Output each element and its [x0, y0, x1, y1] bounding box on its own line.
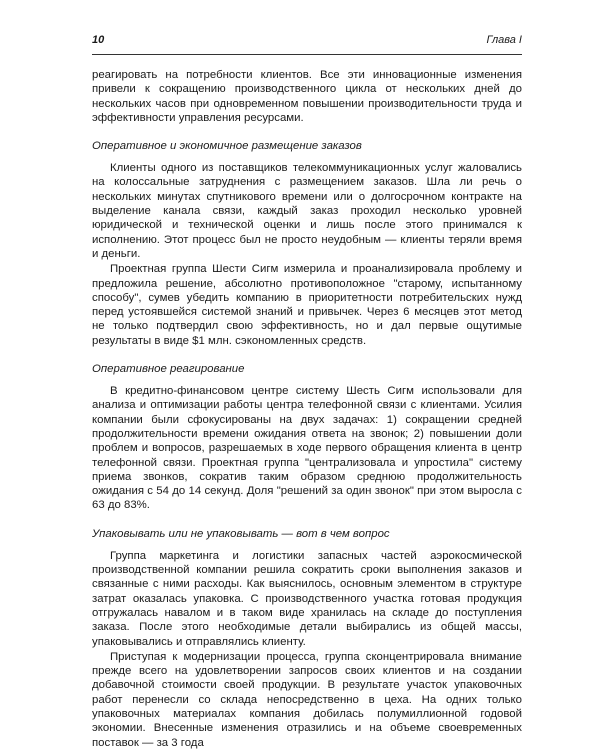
section-heading: Оперативное реагирование: [92, 363, 245, 376]
section-quick-response: [92, 362, 522, 513]
paragraph: Клиенты одного из поставщиков телекоммуникационных услуг жаловались на колоссальные затруднения с размещением заказов. Шла ли речь о нескольких минутах спутникового времени или о долгосрочном контракте на выделение канала связи, каждый заказ проходил несколько уровней юридической и технической оценки и лишь после этого принимался к исполнению. Этот процесс был не просто неудобным — клиенты теряли время и деньги.: [92, 162, 522, 260]
paragraph: Группа маркетинга и логистики запасных частей аэрокосмической производственной компании решила сократить сроки выполнения заказов и связанные с ними расходы. Как выяснилось, основным элементом в структуре затрат оказалась упаковка. С производственного участка готовая продукция отгружалась навалом и в таком виде хранилась на складе до поступления заказа. После этого необходимые детали выбирались из общей массы, упаковывались и отправлялись клиенту.: [92, 549, 522, 648]
body-text: [92, 68, 522, 750]
running-header: [92, 34, 522, 55]
paragraph: В кредитно-финансовом центре систему Шесть Сигм использовали для анализа и оптимизации работы центра телефонной связи с клиентами. Усилия компании были сфокусированы на двух задачах: 1) сокращении средней продолжительности времени ожидания ответа на звонок; 2) повышении доли проблем и вопросов, разрешаемых в ходе первого обращения клиента в центр телефонной связи. Проектная группа "централизовала и упростила" систему приема звонков, сократив таким образом среднюю продолжительность ожидания с 54 до 14 секунд. Доля "решений за один звонок" при этом выросла с 63 до 83%.: [92, 385, 522, 512]
paragraph: Проектная группа Шести Сигм измерила и проанализировала проблему и предложила решение, абсолютно противоположное "старому, испытанному способу", сумев убедить компанию в приоритетности потребительских нужд перед устоявшейся системой знаний и привычек. Через 6 месяцев этот метод не только подтвердил свою эффективность, но и дал первые ощутимые результаты в виде $1 млн. сэкономленных средств.: [92, 263, 522, 347]
section-packaging: [92, 527, 522, 750]
section-order-placement: [92, 139, 522, 348]
section-heading: Упаковывать или не упаковывать — вот в чем вопрос: [92, 527, 390, 540]
chapter-title: Глава I: [486, 34, 522, 46]
paragraph: Приступая к модернизации процесса, группа сконцентрировала внимание прежде всего на удовлетворении запросов своих клиентов и на создании добавочной стоимости своей продукции. В результате участок упаковочных работ перенесли со склада непосредственно в цеха. На одних только упаковочных материалах компания добилась полумиллионной годовой экономии. Внесенные изменения отразились и на объеме своевременных поставок — за 3 года: [92, 650, 522, 749]
intro-paragraph: реагировать на потребности клиентов. Все эти инновационные изменения привели к сокращению производственного цикла от нескольких дней до нескольких часов при одновременном повышении производительности труда и эффективности управления ресурсами.: [92, 69, 522, 124]
section-heading: Оперативное и экономичное размещение заказов: [92, 140, 362, 153]
page-number: 10: [92, 34, 105, 46]
